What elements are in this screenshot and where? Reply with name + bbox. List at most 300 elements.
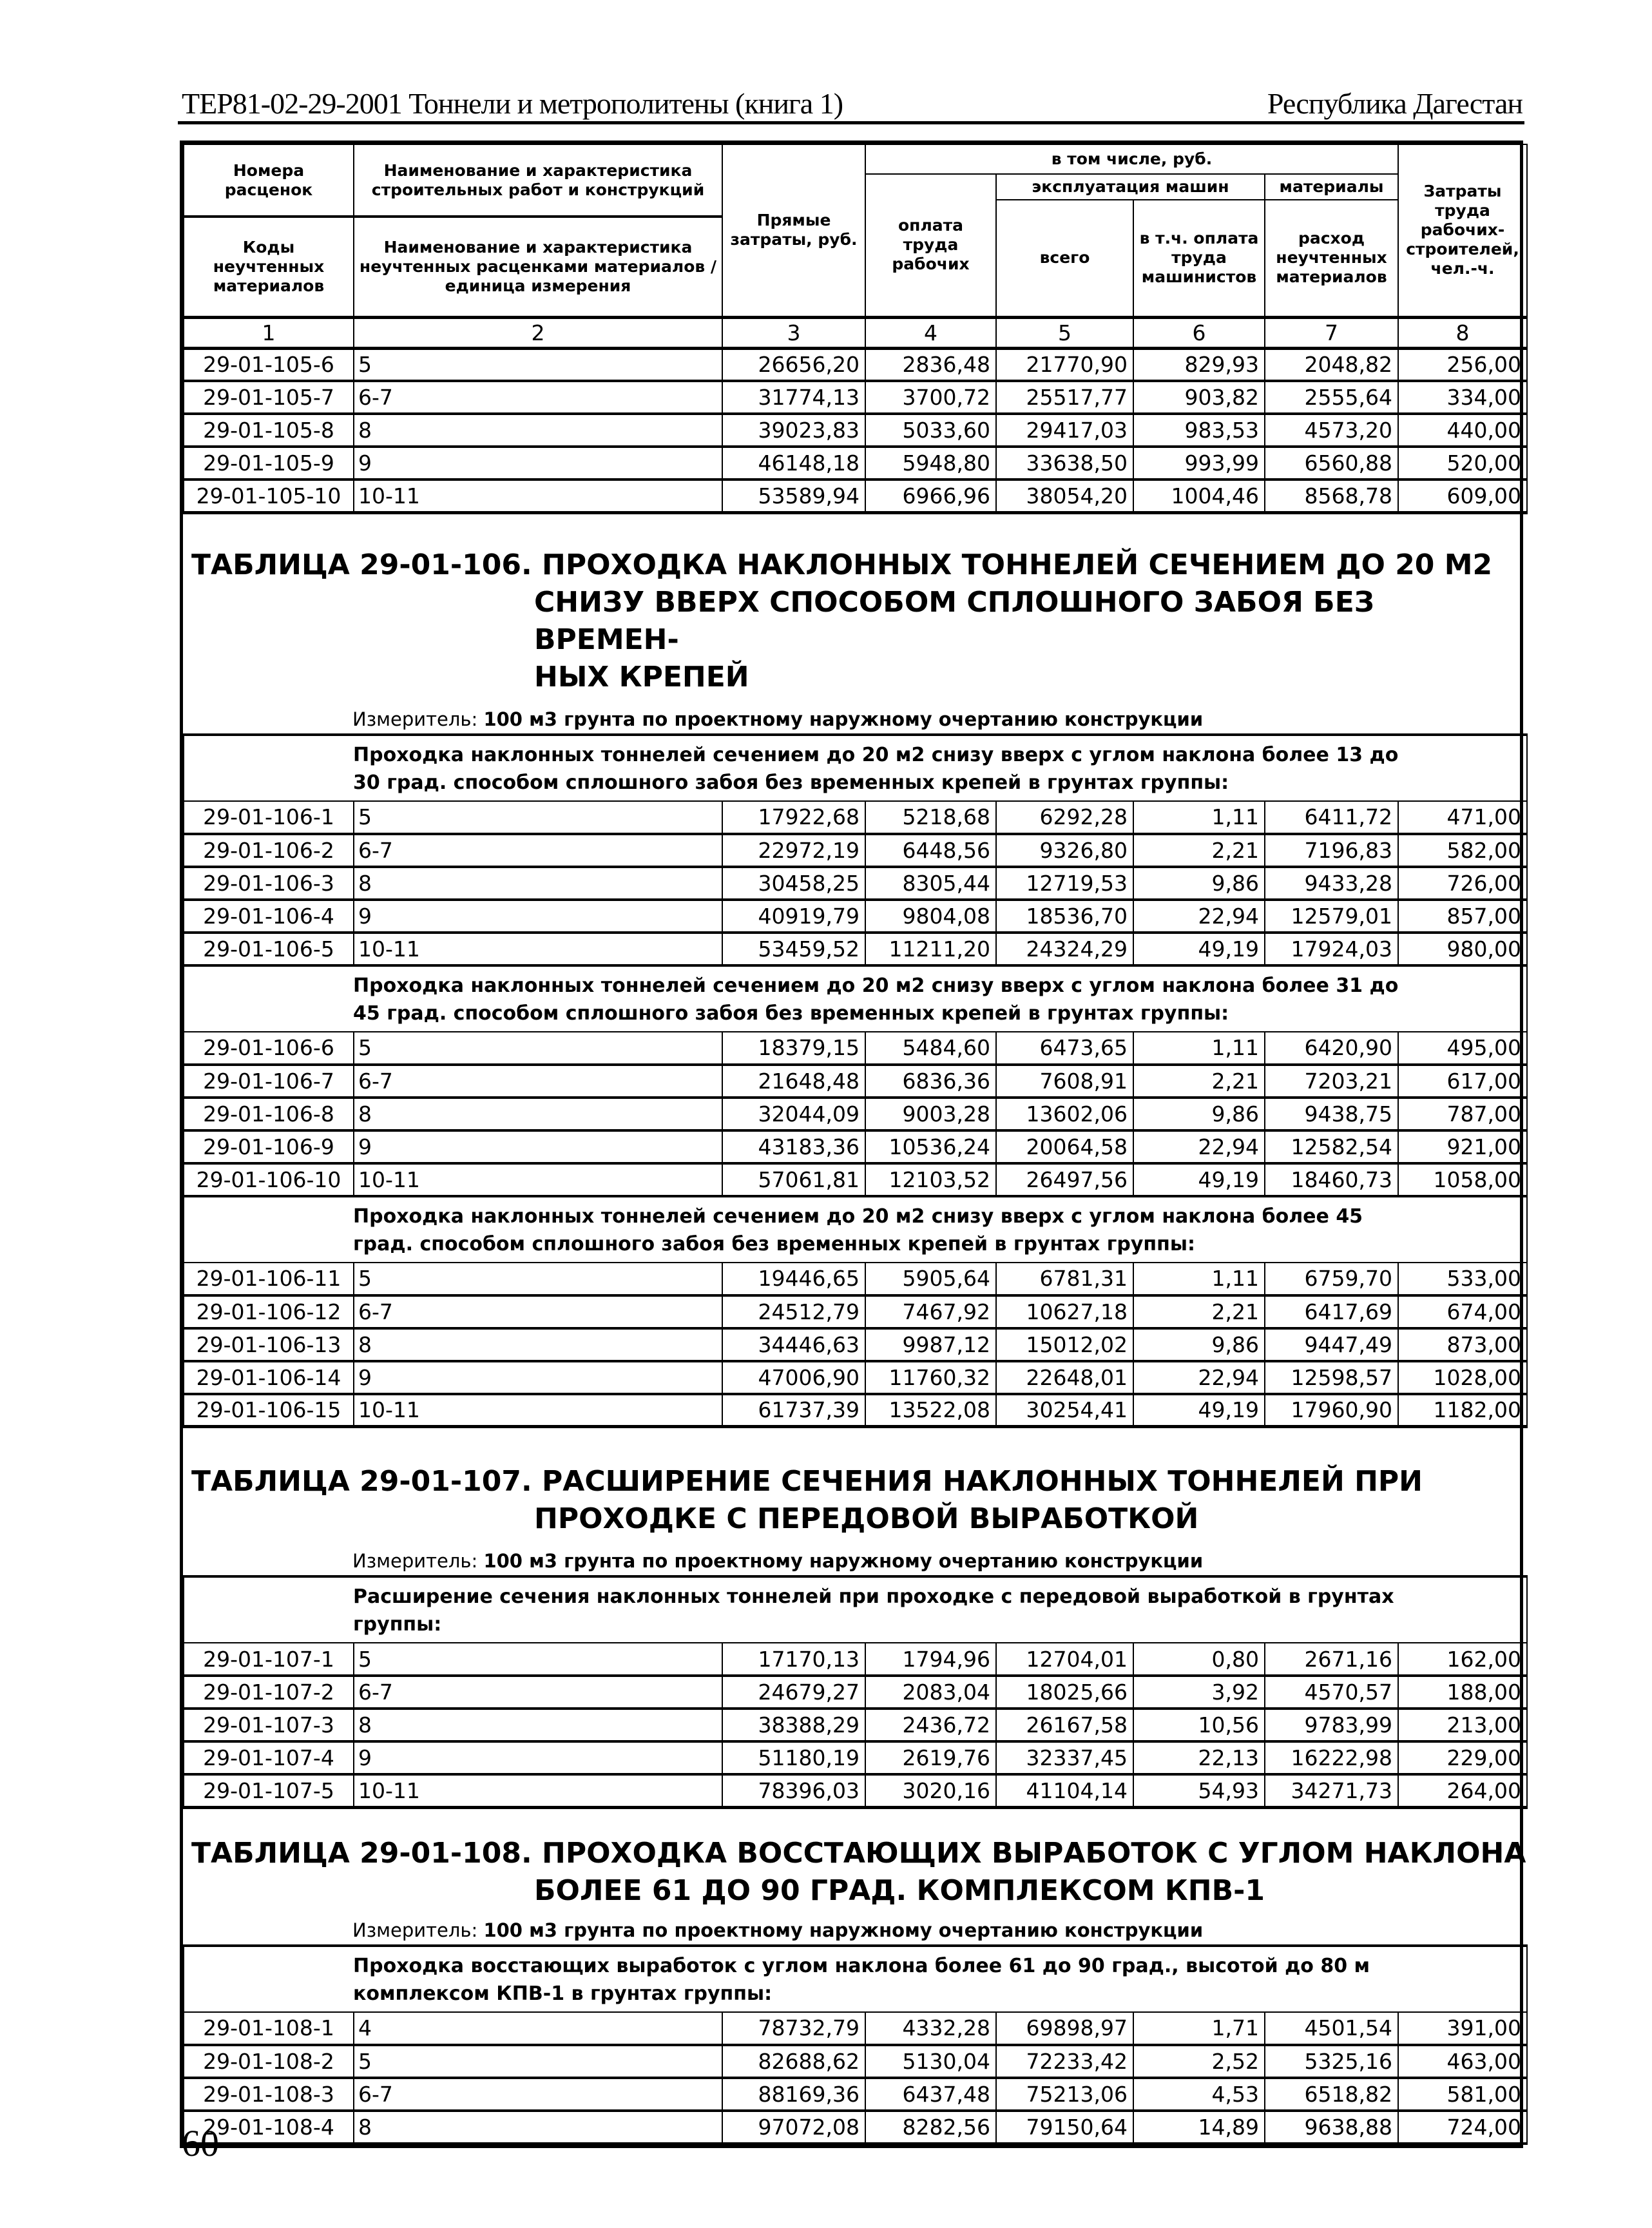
table-cell: 7 bbox=[1265, 317, 1398, 348]
table-cell: 88169,36 bbox=[722, 2078, 865, 2111]
table-cell: 9 bbox=[354, 900, 722, 933]
group-materials: материалы bbox=[1265, 174, 1398, 200]
table-cell: 78396,03 bbox=[722, 1774, 865, 1807]
table-cell: 2,21 bbox=[1133, 1295, 1265, 1328]
table-cell: 29-01-108-3 bbox=[184, 2078, 354, 2111]
table-cell: 97072,08 bbox=[722, 2111, 865, 2144]
table-107-title-block bbox=[184, 1427, 1527, 1577]
table-cell: 2436,72 bbox=[865, 1709, 996, 1741]
rates-table bbox=[180, 140, 1526, 2148]
table-cell: 9 bbox=[354, 447, 722, 480]
table-row bbox=[184, 1163, 1527, 1196]
table-cell: 18460,73 bbox=[1265, 1163, 1398, 1196]
col-machines-total: всего bbox=[996, 200, 1133, 317]
table-cell: 15012,02 bbox=[996, 1328, 1133, 1361]
table-cell: 22,94 bbox=[1133, 900, 1265, 933]
table-cell: 9,86 bbox=[1133, 867, 1265, 900]
table-cell: 29-01-105-10 bbox=[184, 480, 354, 512]
table-cell: 29-01-106-11 bbox=[184, 1263, 354, 1295]
table-cell: 6-7 bbox=[354, 1676, 722, 1709]
col-material-name: Наименование и характеристика неучтенных расценками материалов / единица измерения bbox=[354, 217, 722, 317]
col-machinists-pay: в т.ч. оплата труда машинистов bbox=[1133, 200, 1265, 317]
table-cell: 9003,28 bbox=[865, 1098, 996, 1130]
table-cell: 2671,16 bbox=[1265, 1643, 1398, 1676]
table-cell: 25517,77 bbox=[996, 381, 1133, 414]
table-cell: 29-01-105-8 bbox=[184, 414, 354, 447]
page-header bbox=[180, 82, 1524, 121]
col-work-name: Наименование и характеристика строительных работ и конструкций bbox=[354, 144, 722, 217]
table-cell: 12579,01 bbox=[1265, 900, 1398, 933]
table-cell: 9326,80 bbox=[996, 834, 1133, 867]
table-cell: 72233,42 bbox=[996, 2045, 1133, 2078]
table-cell: 9438,75 bbox=[1265, 1098, 1398, 1130]
table-cell: 7196,83 bbox=[1265, 834, 1398, 867]
table-cell: 29417,03 bbox=[996, 414, 1133, 447]
table-cell: 213,00 bbox=[1398, 1709, 1527, 1741]
table-cell: 724,00 bbox=[1398, 2111, 1527, 2144]
table-cell: 13602,06 bbox=[996, 1098, 1133, 1130]
table-cell: 2 bbox=[354, 317, 722, 348]
table-cell: 21648,48 bbox=[722, 1065, 865, 1098]
header-rule bbox=[178, 121, 1524, 124]
table-row bbox=[184, 1361, 1527, 1394]
table-row bbox=[184, 2012, 1527, 2045]
table-cell: 9987,12 bbox=[865, 1328, 996, 1361]
table-cell: 29-01-107-5 bbox=[184, 1774, 354, 1807]
table-cell: 24324,29 bbox=[996, 933, 1133, 965]
table-cell: 582,00 bbox=[1398, 834, 1527, 867]
table-cell: 5905,64 bbox=[865, 1263, 996, 1295]
table-cell: 9 bbox=[354, 1361, 722, 1394]
table-row bbox=[184, 381, 1527, 414]
table-cell: 4501,54 bbox=[1265, 2012, 1398, 2045]
table-row bbox=[184, 1774, 1527, 1807]
table-row bbox=[184, 1741, 1527, 1774]
table-row bbox=[184, 1328, 1527, 1361]
table-cell: 8 bbox=[354, 414, 722, 447]
table-cell: 4332,28 bbox=[865, 2012, 996, 2045]
table-cell: 29-01-106-15 bbox=[184, 1394, 354, 1427]
table-107-title: ТАБЛИЦА 29-01-107. РАСШИРЕНИЕ СЕЧЕНИЯ НАКЛОННЫХ ТОННЕЛЕЙ ПРИ ПРОХОДКЕ С ПЕРЕДОВОЙ ВЫРАБОТКОЙ bbox=[191, 1465, 1423, 1535]
table-cell: 2555,64 bbox=[1265, 381, 1398, 414]
table-cell: 787,00 bbox=[1398, 1098, 1527, 1130]
table-cell: 162,00 bbox=[1398, 1643, 1527, 1676]
table-cell: 29-01-106-13 bbox=[184, 1328, 354, 1361]
table-row bbox=[184, 1032, 1527, 1065]
table-cell: 857,00 bbox=[1398, 900, 1527, 933]
document-title: ТЕР81-02-29-2001 Тоннели и метрополитены (книга 1) bbox=[182, 87, 843, 120]
table-cell: 8 bbox=[354, 2111, 722, 2144]
table-cell: 47006,90 bbox=[722, 1361, 865, 1394]
table-cell: 6417,69 bbox=[1265, 1295, 1398, 1328]
table-cell: 4573,20 bbox=[1265, 414, 1398, 447]
table-cell: 10627,18 bbox=[996, 1295, 1133, 1328]
table-cell: 10-11 bbox=[354, 1394, 722, 1427]
section-heading: Проходка восстающих выработок с углом наклона более 61 до 90 град., высотой до 80 м комплексом КПВ-1 в грунтах группы: bbox=[184, 1946, 1527, 2012]
table-cell: 0,80 bbox=[1133, 1643, 1265, 1676]
table-cell: 440,00 bbox=[1398, 414, 1527, 447]
table-cell: 391,00 bbox=[1398, 2012, 1527, 2045]
table-cell: 49,19 bbox=[1133, 1394, 1265, 1427]
table-cell: 4 bbox=[865, 317, 996, 348]
table-cell: 1058,00 bbox=[1398, 1163, 1527, 1196]
table-cell: 6-7 bbox=[354, 1295, 722, 1328]
table-cell: 12103,52 bbox=[865, 1163, 996, 1196]
table-cell: 6292,28 bbox=[996, 801, 1133, 834]
table-row bbox=[184, 1394, 1527, 1427]
table-cell: 463,00 bbox=[1398, 2045, 1527, 2078]
table-cell: 29-01-108-2 bbox=[184, 2045, 354, 2078]
table-cell: 41104,14 bbox=[996, 1774, 1133, 1807]
table-cell: 10-11 bbox=[354, 480, 722, 512]
table-row bbox=[184, 2078, 1527, 2111]
table-cell: 1004,46 bbox=[1133, 480, 1265, 512]
table-cell: 12704,01 bbox=[996, 1643, 1133, 1676]
table-cell: 29-01-107-3 bbox=[184, 1709, 354, 1741]
table-cell: 9 bbox=[354, 1741, 722, 1774]
table-cell: 993,99 bbox=[1133, 447, 1265, 480]
table-106-measure: Измеритель: 100 м3 грунта по проектному наружному очертанию конструкции bbox=[352, 708, 1204, 730]
table-cell: 10-11 bbox=[354, 933, 722, 965]
table-cell: 54,93 bbox=[1133, 1774, 1265, 1807]
table-cell: 6-7 bbox=[354, 381, 722, 414]
table-cell: 69898,97 bbox=[996, 2012, 1133, 2045]
table-cell: 29-01-106-4 bbox=[184, 900, 354, 933]
table-row bbox=[184, 1098, 1527, 1130]
table-cell: 9 bbox=[354, 1130, 722, 1163]
table-cell: 5218,68 bbox=[865, 801, 996, 834]
table-108 bbox=[184, 1807, 1527, 2144]
table-row bbox=[184, 1643, 1527, 1676]
table-108-title: ТАБЛИЦА 29-01-108. ПРОХОДКА ВОССТАЮЩИХ ВЫРАБОТОК С УГЛОМ НАКЛОНА БОЛЕЕ 61 ДО 90 ГРАД. КОМПЛЕКСОМ КПВ-1 bbox=[191, 1836, 1526, 1907]
table-cell: 188,00 bbox=[1398, 1676, 1527, 1709]
table-row bbox=[184, 933, 1527, 965]
table-cell: 229,00 bbox=[1398, 1741, 1527, 1774]
table-cell: 3,92 bbox=[1133, 1676, 1265, 1709]
table-108-measure: Измеритель: 100 м3 грунта по проектному наружному очертанию конструкции bbox=[352, 1919, 1204, 1941]
table-cell: 78732,79 bbox=[722, 2012, 865, 2045]
table-cell: 6518,82 bbox=[1265, 2078, 1398, 2111]
table-cell: 10-11 bbox=[354, 1163, 722, 1196]
table-cell: 5 bbox=[354, 348, 722, 381]
table-cell: 21770,90 bbox=[996, 348, 1133, 381]
table-cell: 6437,48 bbox=[865, 2078, 996, 2111]
table-cell: 38054,20 bbox=[996, 480, 1133, 512]
table-cell: 29-01-107-2 bbox=[184, 1676, 354, 1709]
table-cell: 11211,20 bbox=[865, 933, 996, 965]
table-row bbox=[184, 480, 1527, 512]
table-cell: 3020,16 bbox=[865, 1774, 996, 1807]
table-cell: 2048,82 bbox=[1265, 348, 1398, 381]
table-cell: 33638,50 bbox=[996, 447, 1133, 480]
table-cell: 14,89 bbox=[1133, 2111, 1265, 2144]
table-cell: 29-01-106-5 bbox=[184, 933, 354, 965]
table-cell: 29-01-108-4 bbox=[184, 2111, 354, 2144]
table-row bbox=[184, 1709, 1527, 1741]
table-cell: 1,11 bbox=[1133, 1263, 1265, 1295]
section-heading: Проходка наклонных тоннелей сечением до 20 м2 снизу вверх с углом наклона более 45 град. способом сплошного забоя без временных крепей в грунтах группы: bbox=[184, 1196, 1527, 1263]
table-cell: 51180,19 bbox=[722, 1741, 865, 1774]
table-row bbox=[184, 1130, 1527, 1163]
table-row bbox=[184, 2111, 1527, 2144]
table-cell: 6448,56 bbox=[865, 834, 996, 867]
table-108-title-block bbox=[184, 1807, 1527, 1946]
table-cell: 264,00 bbox=[1398, 1774, 1527, 1807]
table-cell: 34271,73 bbox=[1265, 1774, 1398, 1807]
table-cell: 49,19 bbox=[1133, 933, 1265, 965]
table-cell: 11760,32 bbox=[865, 1361, 996, 1394]
table-cell: 3 bbox=[722, 317, 865, 348]
table-cell: 13522,08 bbox=[865, 1394, 996, 1427]
table-cell: 29-01-106-10 bbox=[184, 1163, 354, 1196]
table-cell: 22,94 bbox=[1133, 1361, 1265, 1394]
table-cell: 1794,96 bbox=[865, 1643, 996, 1676]
table-row bbox=[184, 867, 1527, 900]
table-cell: 9447,49 bbox=[1265, 1328, 1398, 1361]
table-cell: 2619,76 bbox=[865, 1741, 996, 1774]
table-cell: 9638,88 bbox=[1265, 2111, 1398, 2144]
table-cell: 6411,72 bbox=[1265, 801, 1398, 834]
table-row bbox=[184, 414, 1527, 447]
table-cell: 29-01-106-6 bbox=[184, 1032, 354, 1065]
table-cell: 29-01-105-7 bbox=[184, 381, 354, 414]
table-cell: 12598,57 bbox=[1265, 1361, 1398, 1394]
table-cell: 5033,60 bbox=[865, 414, 996, 447]
table-cell: 6 bbox=[1133, 317, 1265, 348]
table-cell: 10,56 bbox=[1133, 1709, 1265, 1741]
table-cell: 8 bbox=[354, 1709, 722, 1741]
col-unaccounted-materials: расход неучтенных материалов bbox=[1265, 200, 1398, 317]
table-cell: 6-7 bbox=[354, 2078, 722, 2111]
table-cell: 5 bbox=[996, 317, 1133, 348]
table-cell: 53589,94 bbox=[722, 480, 865, 512]
table-cell: 5 bbox=[354, 1032, 722, 1065]
table-cell: 5 bbox=[354, 2045, 722, 2078]
table-cell: 8 bbox=[1398, 317, 1527, 348]
table-cell: 43183,36 bbox=[722, 1130, 865, 1163]
table-cell: 8305,44 bbox=[865, 867, 996, 900]
column-numbers-row bbox=[184, 317, 1527, 348]
col-rate-numbers: Номера расценок bbox=[184, 144, 354, 217]
table-cell: 79150,64 bbox=[996, 2111, 1133, 2144]
table-cell: 6420,90 bbox=[1265, 1032, 1398, 1065]
table-cell: 29-01-106-3 bbox=[184, 867, 354, 900]
table-cell: 921,00 bbox=[1398, 1130, 1527, 1163]
col-labor-hours: Затраты труда рабочих-строителей, чел.-ч. bbox=[1398, 144, 1527, 317]
table-cell: 82688,62 bbox=[722, 2045, 865, 2078]
table-cell: 5 bbox=[354, 1643, 722, 1676]
table-cell: 18536,70 bbox=[996, 900, 1133, 933]
table-cell: 57061,81 bbox=[722, 1163, 865, 1196]
page-number: 60 bbox=[182, 2122, 219, 2164]
section-heading: Проходка наклонных тоннелей сечением до 20 м2 снизу вверх с углом наклона более 31 до 45 град. способом сплошного забоя без временных крепей в грунтах группы: bbox=[184, 965, 1527, 1032]
table-cell: 983,53 bbox=[1133, 414, 1265, 447]
table-cell: 18379,15 bbox=[722, 1032, 865, 1065]
table-cell: 6-7 bbox=[354, 834, 722, 867]
table-cell: 520,00 bbox=[1398, 447, 1527, 480]
table-cell: 533,00 bbox=[1398, 1263, 1527, 1295]
table-cell: 1,11 bbox=[1133, 1032, 1265, 1065]
table-105-body bbox=[184, 348, 1527, 512]
table-cell: 829,93 bbox=[1133, 348, 1265, 381]
table-cell: 29-01-106-8 bbox=[184, 1098, 354, 1130]
table-cell: 32337,45 bbox=[996, 1741, 1133, 1774]
table-cell: 2,52 bbox=[1133, 2045, 1265, 2078]
table-cell: 2,21 bbox=[1133, 1065, 1265, 1098]
col-workers-pay: оплата труда рабочих bbox=[865, 174, 996, 317]
table-cell: 9804,08 bbox=[865, 900, 996, 933]
table-cell: 256,00 bbox=[1398, 348, 1527, 381]
table-cell: 75213,06 bbox=[996, 2078, 1133, 2111]
table-cell: 29-01-106-12 bbox=[184, 1295, 354, 1328]
table-row bbox=[184, 2045, 1527, 2078]
table-107 bbox=[184, 1427, 1527, 1808]
table-cell: 22648,01 bbox=[996, 1361, 1133, 1394]
table-cell: 38388,29 bbox=[722, 1709, 865, 1741]
table-row bbox=[184, 1065, 1527, 1098]
table-row bbox=[184, 447, 1527, 480]
table-cell: 17170,13 bbox=[722, 1643, 865, 1676]
table-cell: 26656,20 bbox=[722, 348, 865, 381]
table-cell: 17922,68 bbox=[722, 801, 865, 834]
table-cell: 24512,79 bbox=[722, 1295, 865, 1328]
table-cell: 26497,56 bbox=[996, 1163, 1133, 1196]
table-cell: 53459,52 bbox=[722, 933, 865, 965]
table-row bbox=[184, 1263, 1527, 1295]
table-cell: 6781,31 bbox=[996, 1263, 1133, 1295]
table-cell: 9,86 bbox=[1133, 1098, 1265, 1130]
table-cell: 40919,79 bbox=[722, 900, 865, 933]
table-cell: 29-01-105-6 bbox=[184, 348, 354, 381]
table-cell: 12582,54 bbox=[1265, 1130, 1398, 1163]
section-heading: Проходка наклонных тоннелей сечением до 20 м2 снизу вверх с углом наклона более 13 до 30 град. способом сплошного забоя без временных крепей в грунтах группы: bbox=[184, 735, 1527, 801]
table-cell: 4 bbox=[354, 2012, 722, 2045]
table-cell: 24679,27 bbox=[722, 1676, 865, 1709]
col-direct-costs: Прямые затраты, руб. bbox=[722, 144, 865, 317]
table-row bbox=[184, 900, 1527, 933]
table-cell: 29-01-107-1 bbox=[184, 1643, 354, 1676]
table-cell: 29-01-105-9 bbox=[184, 447, 354, 480]
table-cell: 5325,16 bbox=[1265, 2045, 1398, 2078]
table-row bbox=[184, 1676, 1527, 1709]
table-cell: 8 bbox=[354, 1328, 722, 1361]
table-cell: 29-01-106-2 bbox=[184, 834, 354, 867]
table-cell: 1028,00 bbox=[1398, 1361, 1527, 1394]
table-cell: 30458,25 bbox=[722, 867, 865, 900]
table-cell: 873,00 bbox=[1398, 1328, 1527, 1361]
table-cell: 6836,36 bbox=[865, 1065, 996, 1098]
table-cell: 609,00 bbox=[1398, 480, 1527, 512]
table-cell: 9433,28 bbox=[1265, 867, 1398, 900]
table-cell: 30254,41 bbox=[996, 1394, 1133, 1427]
table-cell: 16222,98 bbox=[1265, 1741, 1398, 1774]
table-cell: 6759,70 bbox=[1265, 1263, 1398, 1295]
group-including: в том числе, руб. bbox=[865, 144, 1398, 174]
table-cell: 6-7 bbox=[354, 1065, 722, 1098]
group-machines: эксплуатация машин bbox=[996, 174, 1265, 200]
table-cell: 726,00 bbox=[1398, 867, 1527, 900]
table-cell: 334,00 bbox=[1398, 381, 1527, 414]
table-107-measure: Измеритель: 100 м3 грунта по проектному наружному очертанию конструкции bbox=[352, 1550, 1204, 1572]
table-cell: 903,82 bbox=[1133, 381, 1265, 414]
table-cell: 1 bbox=[184, 317, 354, 348]
table-row bbox=[184, 1295, 1527, 1328]
table-cell: 39023,83 bbox=[722, 414, 865, 447]
table-cell: 471,00 bbox=[1398, 801, 1527, 834]
table-row bbox=[184, 348, 1527, 381]
table-cell: 8 bbox=[354, 1098, 722, 1130]
table-cell: 46148,18 bbox=[722, 447, 865, 480]
table-cell: 4,53 bbox=[1133, 2078, 1265, 2111]
table-cell: 2083,04 bbox=[865, 1676, 996, 1709]
table-cell: 49,19 bbox=[1133, 1163, 1265, 1196]
table-header bbox=[184, 144, 1527, 348]
table-cell: 29-01-106-14 bbox=[184, 1361, 354, 1394]
table-cell: 2,21 bbox=[1133, 834, 1265, 867]
table-row bbox=[184, 834, 1527, 867]
table-cell: 61737,39 bbox=[722, 1394, 865, 1427]
table-cell: 7203,21 bbox=[1265, 1065, 1398, 1098]
table-row bbox=[184, 801, 1527, 834]
table-cell: 22,94 bbox=[1133, 1130, 1265, 1163]
table-cell: 26167,58 bbox=[996, 1709, 1133, 1741]
table-cell: 980,00 bbox=[1398, 933, 1527, 965]
table-cell: 5948,80 bbox=[865, 447, 996, 480]
table-cell: 6560,88 bbox=[1265, 447, 1398, 480]
table-cell: 1,11 bbox=[1133, 801, 1265, 834]
table-cell: 29-01-108-1 bbox=[184, 2012, 354, 2045]
table-cell: 29-01-107-4 bbox=[184, 1741, 354, 1774]
table-cell: 32044,09 bbox=[722, 1098, 865, 1130]
table-cell: 5 bbox=[354, 801, 722, 834]
table-cell: 12719,53 bbox=[996, 867, 1133, 900]
table-106-title: ТАБЛИЦА 29-01-106. ПРОХОДКА НАКЛОННЫХ ТОННЕЛЕЙ СЕЧЕНИЕМ ДО 20 М2 СНИЗУ ВВЕРХ СПОСОБОМ СПЛОШНОГО ЗАБОЯ БЕЗ ВРЕМЕН- НЫХ КРЕПЕЙ bbox=[191, 548, 1493, 693]
table-cell: 5130,04 bbox=[865, 2045, 996, 2078]
table-cell: 17960,90 bbox=[1265, 1394, 1398, 1427]
table-cell: 2836,48 bbox=[865, 348, 996, 381]
table-cell: 5 bbox=[354, 1263, 722, 1295]
table-cell: 29-01-106-9 bbox=[184, 1130, 354, 1163]
table-cell: 29-01-106-7 bbox=[184, 1065, 354, 1098]
table-cell: 8 bbox=[354, 867, 722, 900]
table-cell: 10536,24 bbox=[865, 1130, 996, 1163]
table-cell: 10-11 bbox=[354, 1774, 722, 1807]
section-heading: Расширение сечения наклонных тоннелей при проходке с передовой выработкой в грунтах группы: bbox=[184, 1576, 1527, 1643]
table-cell: 581,00 bbox=[1398, 2078, 1527, 2111]
col-material-codes: Коды неучтенных материалов bbox=[184, 217, 354, 317]
table-cell: 1182,00 bbox=[1398, 1394, 1527, 1427]
table-106 bbox=[184, 512, 1527, 1427]
table-cell: 22972,19 bbox=[722, 834, 865, 867]
table-cell: 6473,65 bbox=[996, 1032, 1133, 1065]
table-cell: 4570,57 bbox=[1265, 1676, 1398, 1709]
table-cell: 6966,96 bbox=[865, 480, 996, 512]
table-cell: 18025,66 bbox=[996, 1676, 1133, 1709]
table-cell: 17924,03 bbox=[1265, 933, 1398, 965]
table-cell: 9783,99 bbox=[1265, 1709, 1398, 1741]
table-cell: 495,00 bbox=[1398, 1032, 1527, 1065]
table-cell: 7608,91 bbox=[996, 1065, 1133, 1098]
region-name: Республика Дагестан bbox=[1267, 87, 1522, 120]
table-cell: 19446,65 bbox=[722, 1263, 865, 1295]
table-cell: 29-01-106-1 bbox=[184, 801, 354, 834]
table-cell: 617,00 bbox=[1398, 1065, 1527, 1098]
table-cell: 8568,78 bbox=[1265, 480, 1398, 512]
table-cell: 3700,72 bbox=[865, 381, 996, 414]
table-cell: 31774,13 bbox=[722, 381, 865, 414]
table-cell: 5484,60 bbox=[865, 1032, 996, 1065]
table-cell: 34446,63 bbox=[722, 1328, 865, 1361]
